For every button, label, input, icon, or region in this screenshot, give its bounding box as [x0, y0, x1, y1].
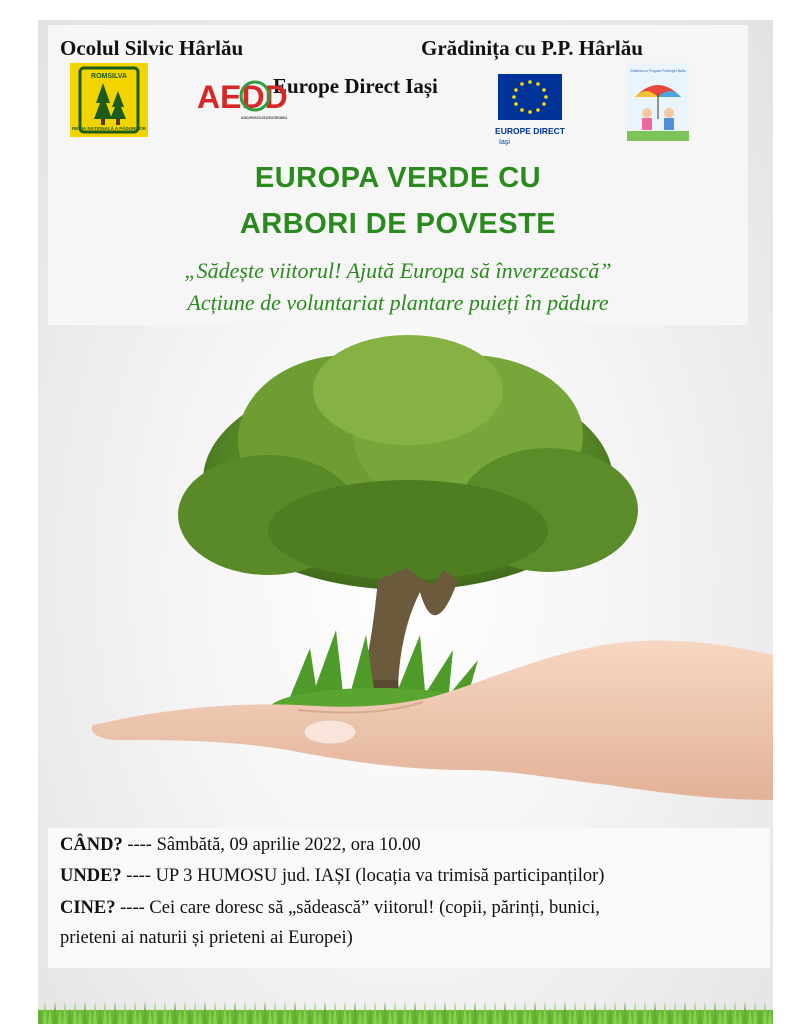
- aedd-caption: ASOCIAȚIA PENTRU ECOLOGIE ȘI DEZVOLTARE DURABILĂ: [241, 115, 288, 120]
- org-gradinita: Grădinița cu P.P. Hârlău: [421, 36, 643, 60]
- info-who: [60, 898, 600, 919]
- kindergarten-logo: [627, 63, 689, 141]
- who-value: ---- Cei care doresc să „sădească” viitorul! (copii, părinți, bunici,: [115, 898, 600, 918]
- aedd-logo: [195, 76, 287, 122]
- where-value: ---- UP 3 HUMOSU jud. IAȘI (locația va trimisă participanților): [121, 866, 605, 886]
- info-where: [60, 866, 604, 887]
- hand: [92, 641, 773, 800]
- tree-canopy: [178, 335, 638, 590]
- romsilva-ring-text: REGIA NAȚIONALĂ A PĂDURILOR: [72, 126, 146, 131]
- org-europe-direct: Europe Direct Iași: [273, 74, 438, 98]
- title-line-1: EUROPA VERDE CU: [254, 162, 542, 194]
- info-who-continued: prieteni ai naturii și prieteni ai Europei): [60, 928, 353, 948]
- child-icon-2: [664, 108, 674, 118]
- when-label: CÂND?: [60, 835, 123, 855]
- europe-direct-city: Iaşi: [499, 139, 510, 146]
- subtitle-slogan: „Sădește viitorul! Ajută Europa să înverzească”: [184, 258, 612, 283]
- when-value: ---- Sâmbătă, 09 aprilie 2022, ora 10.00: [122, 835, 421, 855]
- aedd-letters: AEDD: [197, 79, 288, 115]
- europe-direct-logo: [495, 72, 565, 148]
- who-label: CINE?: [60, 898, 116, 918]
- title-line-2: ARBORI DE POVESTE: [239, 208, 557, 240]
- europe-direct-label: EUROPE DIRECT: [495, 126, 565, 136]
- where-label: UNDE?: [60, 866, 122, 886]
- romsilva-logo: [70, 63, 148, 137]
- romsilva-top-text: ROMSILVA: [91, 73, 127, 80]
- info-when: [60, 835, 421, 856]
- grass-border: [38, 988, 773, 1024]
- child-icon: [642, 108, 652, 118]
- kindergarten-caption: Grădinița cu Program Prelungit Hârlău: [630, 68, 686, 73]
- tree-in-hand-illustration: [48, 330, 773, 825]
- org-ocolul-silvic: Ocolul Silvic Hârlău: [60, 36, 244, 60]
- thumbnail: [304, 720, 356, 744]
- subtitle-action: Acțiune de voluntariat plantare puieți în pădure: [187, 290, 609, 315]
